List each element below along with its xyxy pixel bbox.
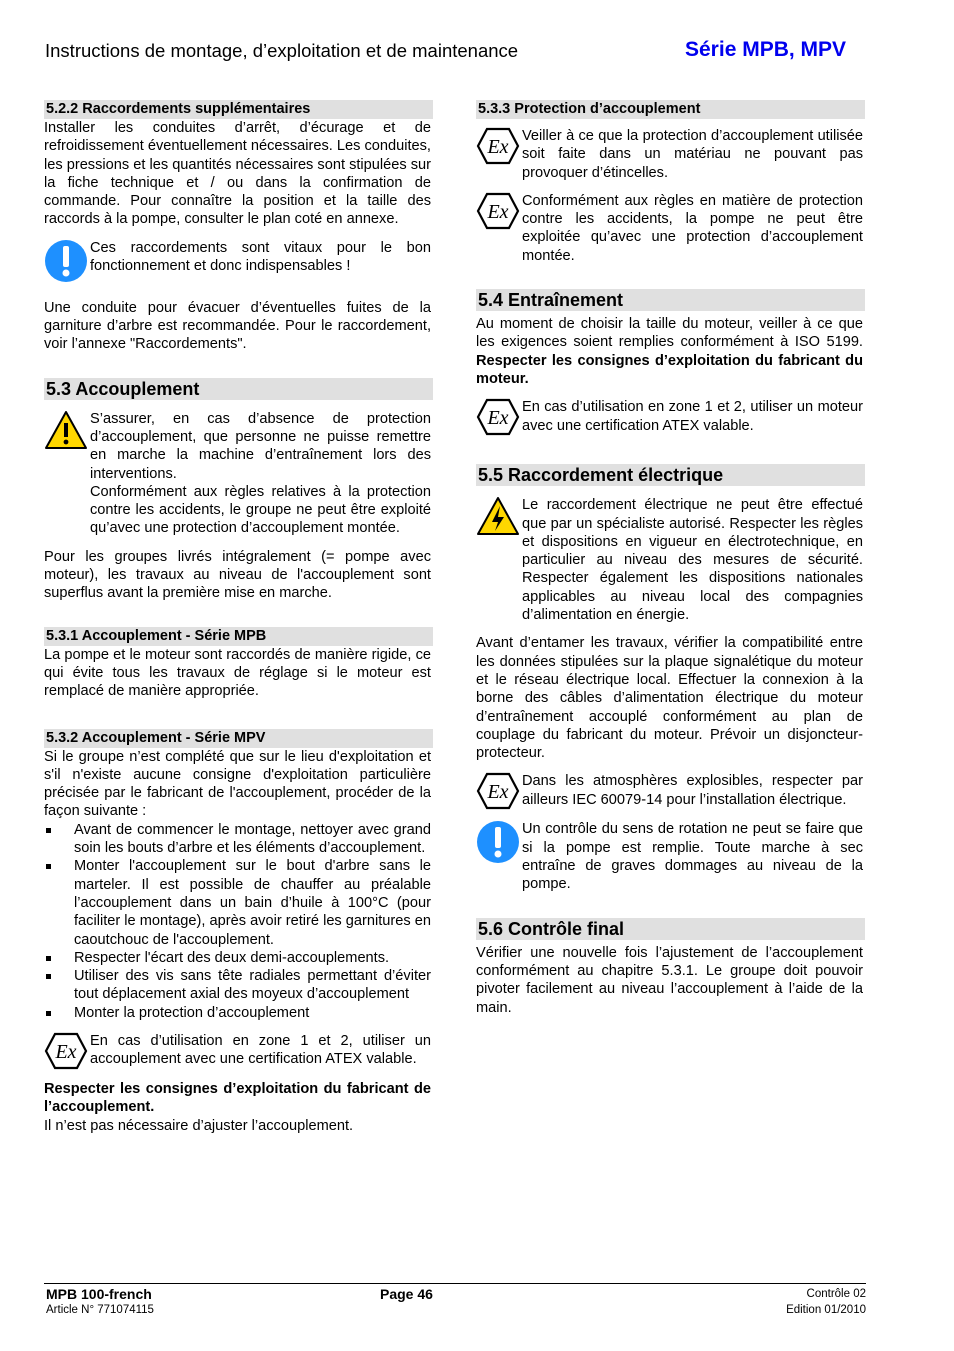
heading-5-4: 5.4 Entraînement xyxy=(476,289,865,311)
warning-text: S’assurer, en cas d’absence de protection d’accouplement, que personne ne puisse remettre en marche la machine d’entraînement lors des interventions. xyxy=(90,410,431,482)
heading-5-5: 5.5 Raccordement électrique xyxy=(476,464,865,486)
paragraph: La pompe et le moteur sont raccordés de manière rigide, ce qui évite tous les travaux de réglage si le moteur est remplacé de manière appropriée. xyxy=(44,646,431,700)
document-title: Instructions de montage, d’exploitation et de maintenance xyxy=(45,40,519,61)
svg-text:Ex: Ex xyxy=(487,136,509,158)
footer-page-number: Page 46 xyxy=(380,1286,433,1302)
bold-text: Respecter les consignes d’exploitation du fabricant du moteur. xyxy=(476,352,863,387)
svg-text:Ex: Ex xyxy=(487,407,509,430)
heading-5-3-3: 5.3.3 Protection d’accouplement xyxy=(476,100,865,119)
right-column xyxy=(476,100,865,1017)
svg-text:Ex: Ex xyxy=(487,200,509,223)
warning-text: Conformément aux règles relatives à la protection contre les accidents, le groupe ne peut être exploité qu’avec une protection d’accouplement montée. xyxy=(90,483,431,537)
paragraph: Au moment de choisir la taille du moteur, veiller à ce que les exigences soient remplies conformément à ISO 5199. Respecter les consignes d’exploitation du fabricant du moteur. xyxy=(476,316,863,387)
electrical-warning-note xyxy=(476,496,865,624)
footer-article: Article N° 771074115 xyxy=(46,1304,154,1316)
warning-triangle-icon xyxy=(44,410,88,450)
exclamation-info-icon xyxy=(44,239,88,283)
paragraph: Il n’est pas nécessaire d’ajuster l’accouplement. xyxy=(44,1117,354,1134)
exclamation-info-icon xyxy=(476,820,520,864)
ex-hexagon-icon xyxy=(476,192,520,230)
heading-5-2-2: 5.2.2 Raccordements supplémentaires xyxy=(44,100,433,119)
atex-note xyxy=(44,1032,433,1070)
atex-note xyxy=(476,772,865,810)
warning-text: Le raccordement électrique ne peut être effectué que par un spécialiste autorisé. Respecter les règles et dispositions en vigueur en électrotechnique, en particulier au niveau des mesures de sécurité. Respecter également les dispositions nationales applicables au niveau local des compagnies d’alimentation en énergie. xyxy=(522,497,863,624)
bold-paragraph: Respecter les consignes d’exploitation du fabricant de l’accouplement. xyxy=(44,1080,431,1116)
ex-hexagon-icon xyxy=(44,1032,88,1070)
atex-note xyxy=(476,192,865,265)
svg-text:Ex: Ex xyxy=(55,1040,77,1063)
paragraph: Vérifier une nouvelle fois l’ajustement de l’accouplement conformément au chapitre 5.3.1. Le groupe doit pouvoir pivoter facilement au niveau l’accouplement à l’aide de la main. xyxy=(476,944,863,1016)
note-text: Veiller à ce que la protection d’accouplement utilisée soit faite dans un matériau ne pouvant pas provoquer d’étincelles. xyxy=(522,128,863,181)
paragraph: Si le groupe n’est complété que sur le lieu d'exploitation et s'il n'existe aucune consigne d'exploitation particulière précisée par le fabricant de l'accouplement, procéder de la façon suivante : xyxy=(44,748,431,820)
footer-doc-id: MPB 100-french xyxy=(46,1286,152,1302)
paragraph: Pour les groupes livrés intégralement (= pompe avec moteur), les travaux au niveau de l'accouplement sont superflus avant la première mise en marche. xyxy=(44,548,431,602)
info-note xyxy=(44,239,433,283)
note-text: Conformément aux règles en matière de protection contre les accidents, la pompe ne peut être exploitée qu’avec une protection d’accouplement montée. xyxy=(522,192,863,264)
heading-5-3: 5.3 Accouplement xyxy=(44,378,433,400)
note-text: Dans les atmosphères explosibles, respecter par ailleurs IEC 60079-14 pour l’installation électrique. xyxy=(522,773,863,808)
note-text: Ces raccordements sont vitaux pour le bon fonctionnement et donc indispensables ! xyxy=(90,239,431,275)
series-title: Série MPB, MPV xyxy=(685,38,847,61)
atex-note xyxy=(476,398,865,436)
left-column xyxy=(44,100,433,1135)
paragraph: Une conduite pour évacuer d’éventuelles fuites de la garniture d’arbre est recommandée. Pour le raccordement, voir l’annexe "Raccordements". xyxy=(44,299,431,353)
note-text: Un contrôle du sens de rotation ne peut se faire que si la pompe est remplie. Toute marche à sec entraîne de graves dommages au niveau de la pompe. xyxy=(522,821,863,893)
warning-note xyxy=(44,410,433,538)
instruction-list xyxy=(44,821,433,1022)
atex-note xyxy=(476,127,865,182)
ex-hexagon-icon xyxy=(476,772,520,810)
list-item: Monter l'accouplement sur le bout d'arbre sans le marteler. Il est possible de chauffer au préalable l’accouplement dans un bain d’huile à 100°C (pour faciliter le montage), après avoir retiré les garnitures en caoutchouc de l'accouplement. xyxy=(44,857,433,948)
paragraph: Avant d’entamer les travaux, vérifier la compatibilité entre les données stipulées sur la plaque signalétique du moteur et le réseau électrique local. Effectuer la connexion à la borne des câbles d’alimentation électrique du moteur d’entraînement accouplé conformément au plan de couplage du fabricant du moteur. Prévoir un disjoncteur-protecteur. xyxy=(476,635,863,762)
list-item: Monter la protection d’accouplement xyxy=(44,1004,433,1022)
svg-text:Ex: Ex xyxy=(487,781,509,804)
note-text: En cas d’utilisation en zone 1 et 2, utiliser un accouplement avec une certification ATEX valable. xyxy=(90,1032,431,1068)
heading-5-3-1: 5.3.1 Accouplement - Série MPB xyxy=(44,627,433,646)
paragraph: Installer les conduites d’arrêt, d’écurage et de refroidissement éventuellement nécessaires. Les conduites, les pressions et les quantités nécessaires sont stipulées sur la fiche technique et / ou dans la confirmation de commande. Pour connaître la position et la taille des raccords à la pompe, consulter le plan coté en annexe. xyxy=(44,120,431,228)
info-note xyxy=(476,820,865,893)
heading-5-3-2: 5.3.2 Accouplement - Série MPV xyxy=(44,729,433,748)
list-item: Utiliser des vis sans tête radiales permettant d’éviter tout déplacement axial des moyeux d’accouplement xyxy=(44,967,433,1004)
footer-control: Contrôle 02 xyxy=(806,1288,866,1300)
list-item: Avant de commencer le montage, nettoyer avec grand soin les bouts d’arbre et les éléments d’accouplement. xyxy=(44,821,433,858)
note-text: En cas d’utilisation en zone 1 et 2, utiliser un moteur avec une certification ATEX valable. xyxy=(522,399,863,434)
footer-divider xyxy=(44,1283,866,1284)
heading-5-6: 5.6 Contrôle final xyxy=(476,918,865,940)
footer-edition: Edition 01/2010 xyxy=(786,1304,866,1316)
electric-hazard-icon xyxy=(476,496,520,536)
ex-hexagon-icon xyxy=(476,127,520,165)
list-item: Respecter l'écart des deux demi-accouplements. xyxy=(44,949,433,967)
ex-hexagon-icon xyxy=(476,398,520,436)
